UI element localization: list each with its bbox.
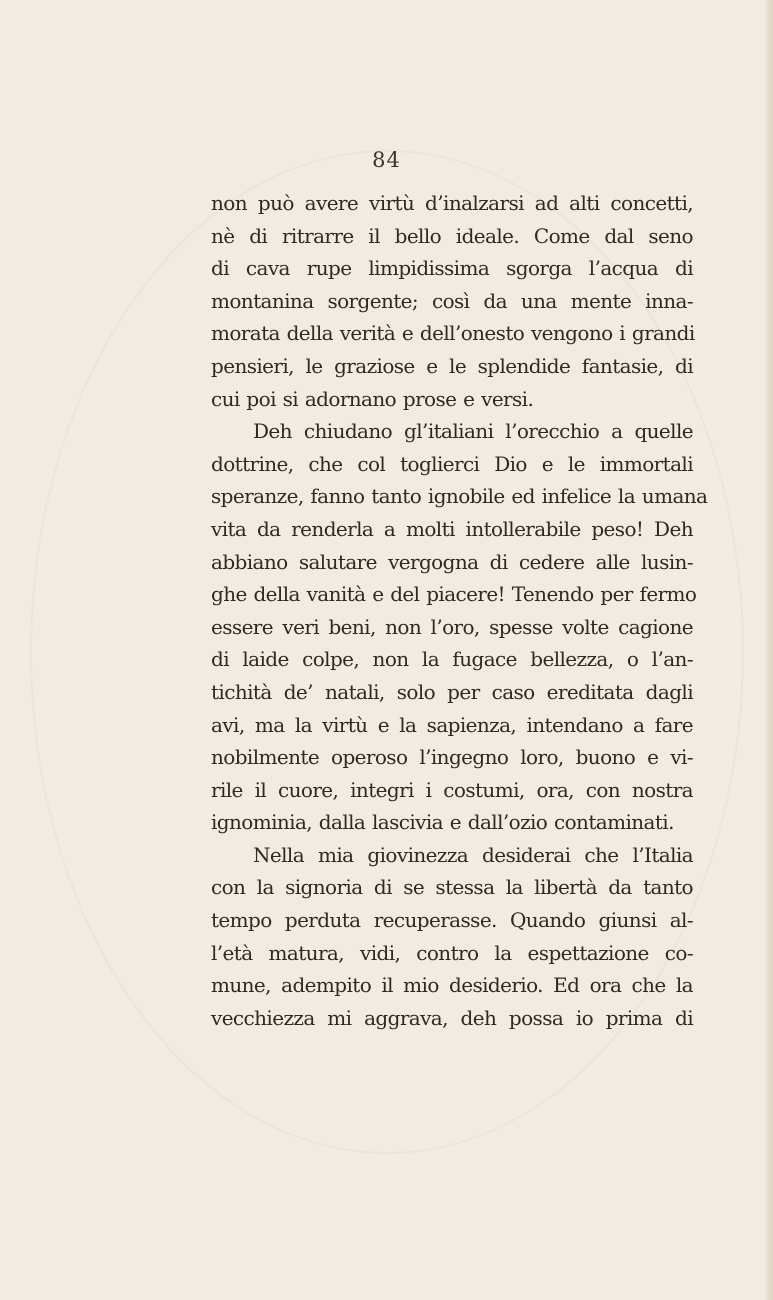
text-line: tempo perduta recuperasse. Quando giunsi al- <box>211 908 693 933</box>
page-number: 84 <box>372 148 401 172</box>
text-line: rile il cuore, integri i costumi, ora, con nostra <box>211 777 693 802</box>
text-line: dottrine, che col toglierci Dio e le immortali <box>211 451 693 476</box>
text-line: di cava rupe limpidissima sgorga l’acqua di <box>211 256 693 281</box>
text-line: vecchiezza mi aggrava, deh possa io prima di <box>211 1005 693 1030</box>
text-line: con la signoria di se stessa la libertà da tanto <box>211 875 693 900</box>
text-line: l’età matura, vidi, contro la espettazione co- <box>211 940 693 965</box>
text-line: abbiano salutare vergogna di cedere alle lusin- <box>211 549 693 574</box>
text-line: di laide colpe, non la fugace bellezza, o l’an- <box>211 647 693 672</box>
text-line: pensieri, le graziose e le splendide fantasie, di <box>211 353 693 378</box>
text-line: morata della verità e dell’onesto vengono i grandi <box>211 321 695 346</box>
text-line: vita da renderla a molti intollerabile peso! Deh <box>211 516 693 541</box>
text-line: cui poi si adornano prose e versi. <box>211 386 534 411</box>
text-line: mune, adempito il mio desiderio. Ed ora che la <box>211 973 693 998</box>
text-line: ignominia, dalla lascivia e dall’ozio contaminati. <box>211 810 674 835</box>
text-line: Nella mia giovinezza desiderai che l’Italia <box>253 842 693 867</box>
text-line: speranze, fanno tanto ignobile ed infelice la umana <box>211 484 708 509</box>
text-line: avi, ma la virtù e la sapienza, intendano a fare <box>211 712 693 737</box>
page-edge <box>765 0 773 1300</box>
text-line: tichità de’ natali, solo per caso ereditata dagli <box>211 679 693 704</box>
text-line: nobilmente operoso l’ingegno loro, buono e vi- <box>211 745 693 770</box>
text-line: essere veri beni, non l’oro, spesse volte cagione <box>211 614 693 639</box>
text-line: ghe della vanità e del piacere! Tenendo per fermo <box>211 582 697 607</box>
text-line: montanina sorgente; così da una mente inna- <box>211 288 693 313</box>
text-line: non può avere virtù d’inalzarsi ad alti concetti, <box>211 191 693 215</box>
body-text <box>211 187 708 1034</box>
text-line: Deh chiudano gl’italiani l’orecchio a quelle <box>253 419 693 444</box>
text-line: nè di ritrarre il bello ideale. Come dal seno <box>211 223 693 248</box>
